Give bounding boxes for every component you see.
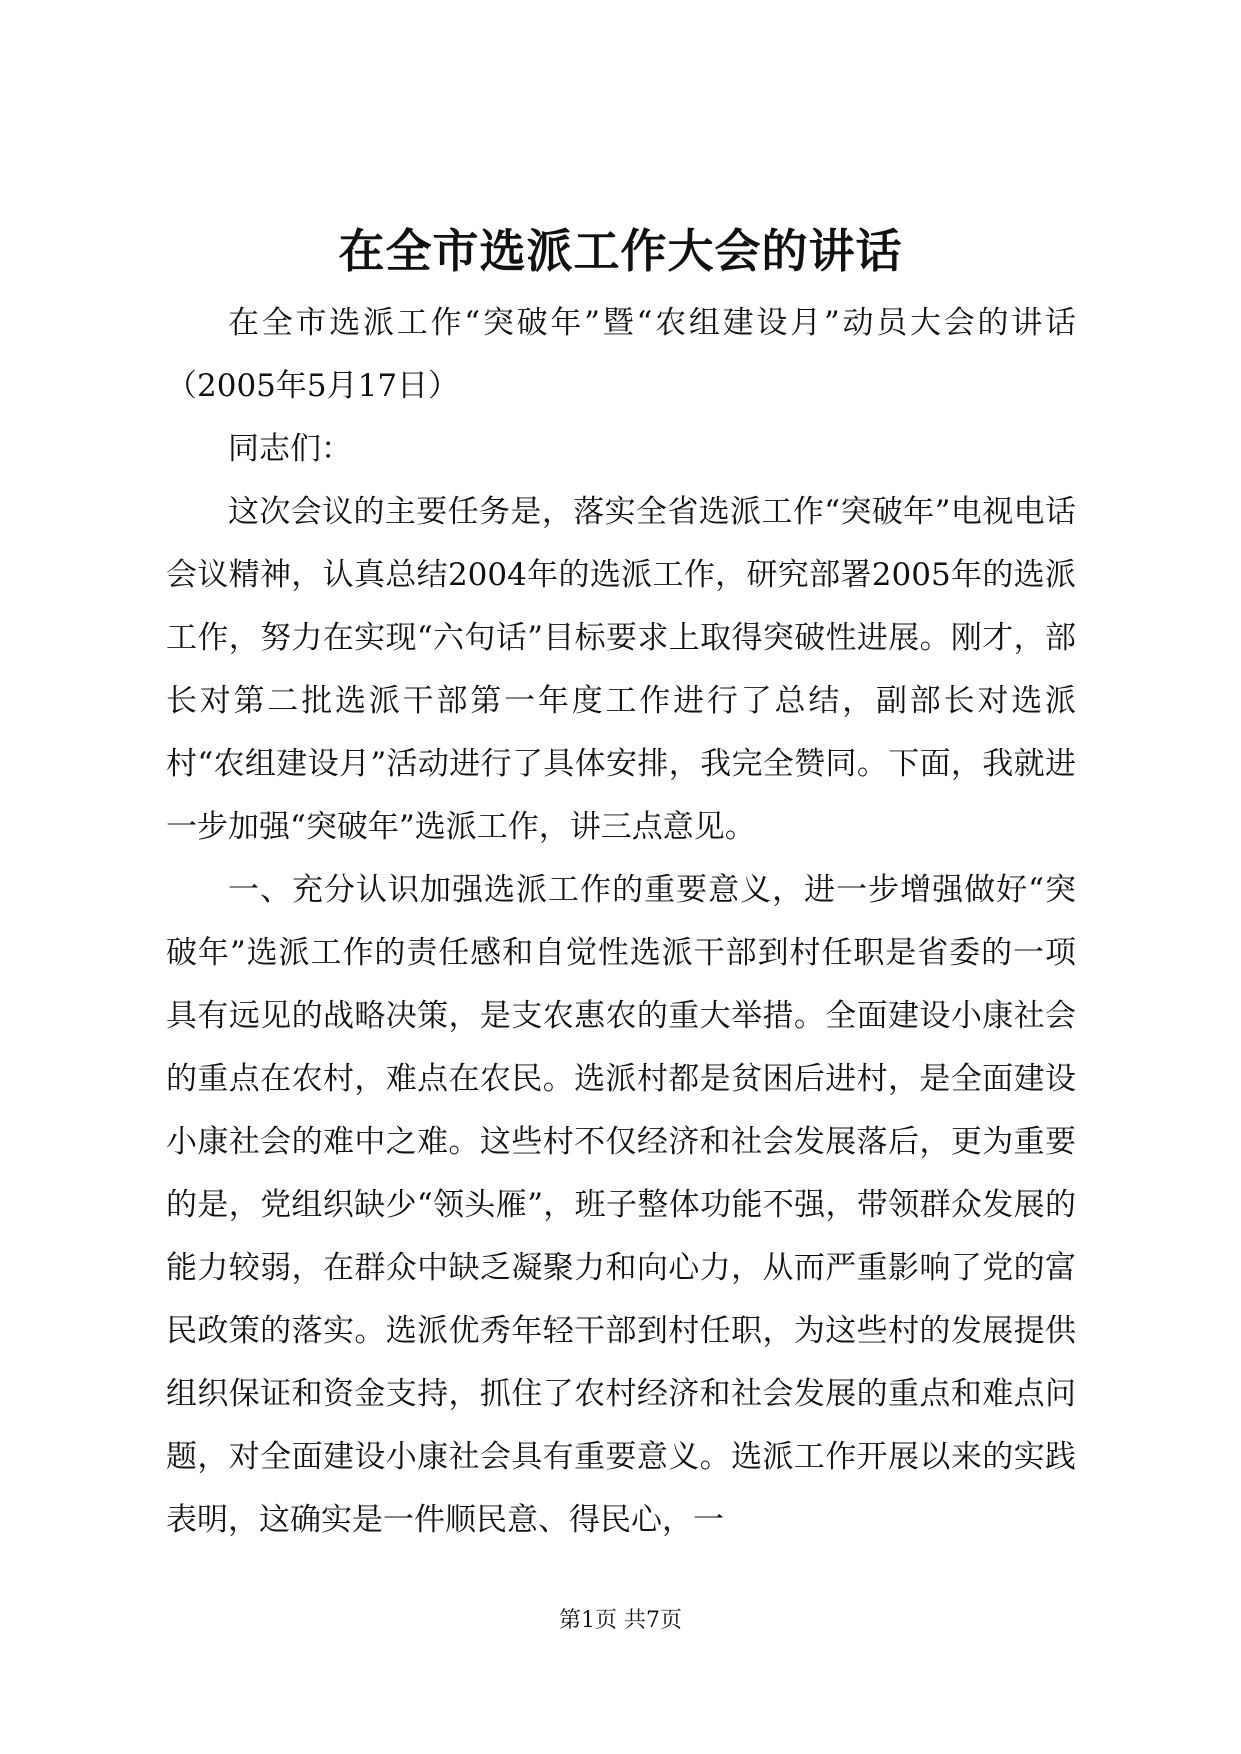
salutation-paragraph: 同志们： [228,431,352,467]
body-paragraph: 这次会议的主要任务是，落实全省选派工作“突破年”电视电话会议精神，认真总结2004年的选派工作，研究部署2005年的选派工作，努力在实现“六句话”目标要求上取得突破性进展。刚才，部长对第二批选派干部第一年度工作进行了总结，副部长对选派村“农组建设月”活动进行了具体安排，我完全赞同。下面，我就进一步加强“突破年”选派工作，讲三点意见。 [166,494,1076,845]
page-number-footer: 第1页 共7页 [559,1608,682,1633]
document-body [166,292,1076,1552]
document-title: 在全市选派工作大会的讲话 [338,224,903,278]
speech-subtitle-paragraph: 在全市选派工作“突破年”暨“农组建设月”动员大会的讲话（2005年5月17日） [166,305,1076,404]
body-paragraph: 一、充分认识加强选派工作的重要意义，进一步增强做好“突破年”选派工作的责任感和自觉性选派干部到村任职是省委的一项具有远见的战略决策，是支农惠农的重大举措。全面建设小康社会的重点在农村，难点在农民。选派村都是贫困后进村，是全面建设小康社会的难中之难。这些村不仅经济和社会发展落后，更为重要的是，党组织缺少“领头雁”，班子整体功能不强，带领群众发展的能力较弱，在群众中缺乏凝聚力和向心力，从而严重影响了党的富民政策的落实。选派优秀年轻干部到村任职，为这些村的发展提供组织保证和资金支持，抓住了农村经济和社会发展的重点和难点问题，对全面建设小康社会具有重要意义。选派工作开展以来的实践表明，这确实是一件顺民意、得民心，一 [166,872,1076,1538]
